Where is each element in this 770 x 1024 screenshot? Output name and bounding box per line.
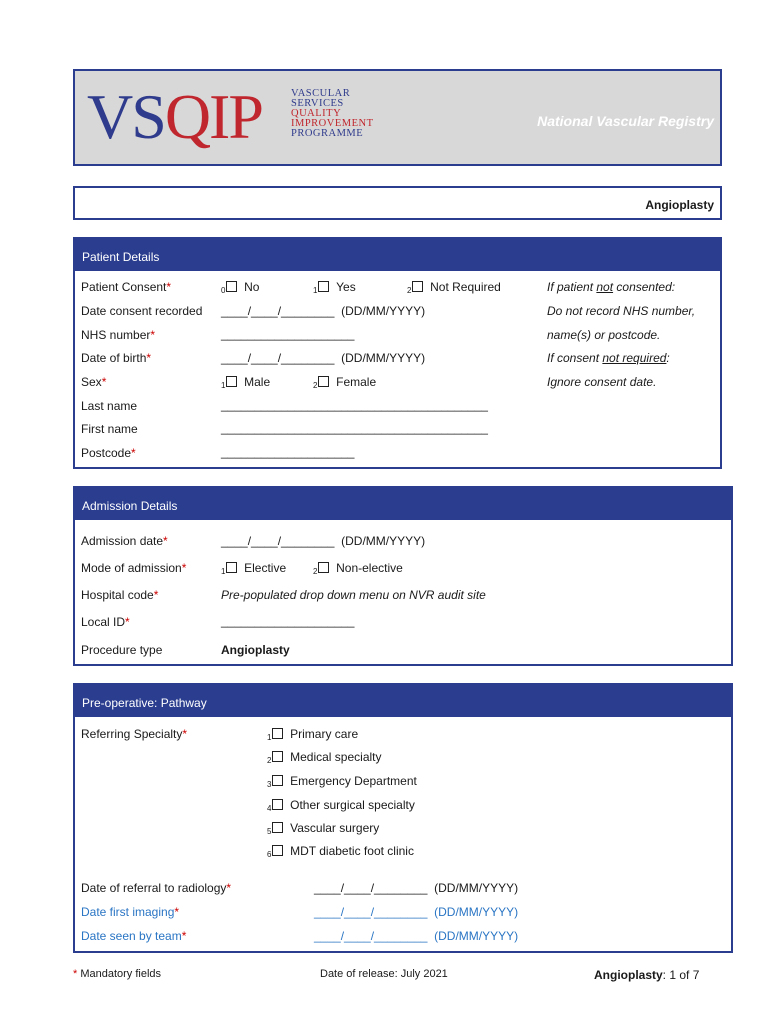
logo-subtitle [291,89,374,139]
mode-option-non-elective[interactable]: $_2$ Non-elective [313,561,403,576]
registry-header [73,69,722,166]
consent-note-3: name(s) or postcode. [547,328,661,342]
seen-by-team-label: Date seen by team* [81,929,187,943]
specialty-option-primary-care[interactable]: $_1$ Primary care [267,727,359,742]
checkbox[interactable] [318,281,329,292]
hospital-code-note: Pre-populated drop down menu on NVR audit site [221,588,486,602]
nhs-number-label: NHS number* [81,328,156,342]
form-title: Angioplasty [645,198,714,212]
specialty-option-emergency[interactable]: $_3$ Emergency Department [267,774,417,789]
consent-note-5: Ignore consent date. [547,375,657,389]
checkbox[interactable] [272,728,283,739]
checkbox[interactable] [412,281,423,292]
seen-by-team-field[interactable]: ____/____/________ (DD/MM/YYYY) [314,929,519,943]
sex-option-male[interactable]: $_1$ Male [221,375,271,390]
mode-of-admission-label: Mode of admission* [81,561,187,575]
specialty-option-vascular[interactable]: $_5$ Vascular surgery [267,821,380,836]
consent-note-1: If patient not consented: [547,280,676,294]
logo-line: VASCULAR [291,88,351,99]
referral-date-label: Date of referral to radiology* [81,881,232,895]
sex-option-female[interactable]: $_2$ Female [313,375,377,390]
logo-qip-text: QIP [164,81,262,152]
first-imaging-label: Date first imaging* [81,905,180,919]
logo-line: QUALITY [291,108,342,119]
date-consent-field[interactable]: ____/____/________ (DD/MM/YYYY) [221,304,426,318]
dob-field[interactable]: ____/____/________ (DD/MM/YYYY) [221,351,426,365]
postcode-label: Postcode* [81,446,136,460]
logo-line: PROGRAMME [291,128,364,139]
referral-date-field[interactable]: ____/____/________ (DD/MM/YYYY) [314,881,519,895]
registry-name: National Vascular Registry [537,113,714,129]
sex-label: Sex* [81,375,107,389]
patient-consent-label: Patient Consent* [81,280,172,294]
dob-label: Date of birth* [81,351,152,365]
first-imaging-field[interactable]: ____/____/________ (DD/MM/YYYY) [314,905,519,919]
hospital-code-label: Hospital code* [81,588,159,602]
checkbox[interactable] [272,751,283,762]
mandatory-note: * Mandatory fields [73,968,162,980]
checkbox[interactable] [318,376,329,387]
consent-note-2: Do not record NHS number, [547,304,696,318]
section-heading: Admission Details [75,488,731,520]
logo-line: SERVICES [291,98,344,109]
admission-date-label: Admission date* [81,534,168,548]
nhs-number-field[interactable]: ____________________ [221,327,355,341]
vsqip-logo [87,81,262,152]
checkbox[interactable] [272,822,283,833]
date-consent-label: Date consent recorded [81,304,203,318]
checkbox[interactable] [226,281,237,292]
consent-option-no[interactable]: $_0$ No [221,280,260,295]
specialty-option-other-surgical[interactable]: $_4$ Other surgical specialty [267,798,415,813]
section-heading: Pre-operative: Pathway [75,685,731,717]
mode-option-elective[interactable]: $_1$ Elective [221,561,287,576]
checkbox[interactable] [226,376,237,387]
checkbox[interactable] [272,845,283,856]
local-id-field[interactable]: ____________________ [221,614,355,628]
checkbox[interactable] [318,562,329,573]
referring-specialty-label: Referring Specialty* [81,727,188,741]
checkbox[interactable] [272,799,283,810]
admission-details-section [73,486,733,666]
first-name-label: First name [81,422,138,436]
checkbox[interactable] [226,562,237,573]
form-title-box [73,186,722,220]
local-id-label: Local ID* [81,615,130,629]
specialty-option-mdt[interactable]: $_6$ MDT diabetic foot clinic [267,844,414,859]
logo-line: IMPROVEMENT [291,118,374,129]
procedure-type-value: Angioplasty [221,643,290,657]
admission-date-field[interactable]: ____/____/________ (DD/MM/YYYY) [221,534,426,548]
specialty-option-medical[interactable]: $_2$ Medical specialty [267,750,382,765]
consent-note-4: If consent not required: [547,351,670,365]
page-number: Angioplasty: 1 of 7 [594,968,700,982]
consent-option-not-required[interactable]: $_2$ Not Required [407,280,501,295]
last-name-field[interactable]: ________________________________________ [221,398,488,412]
postcode-field[interactable]: ____________________ [221,445,355,459]
consent-option-yes[interactable]: $_1$ Yes [313,280,356,295]
logo-vs-text: VS [87,81,165,152]
release-date: Date of release: July 2021 [320,968,448,980]
section-heading: Patient Details [75,239,720,271]
last-name-label: Last name [81,399,138,413]
procedure-type-label: Procedure type [81,643,163,657]
first-name-field[interactable]: ________________________________________ [221,421,488,435]
checkbox[interactable] [272,775,283,786]
